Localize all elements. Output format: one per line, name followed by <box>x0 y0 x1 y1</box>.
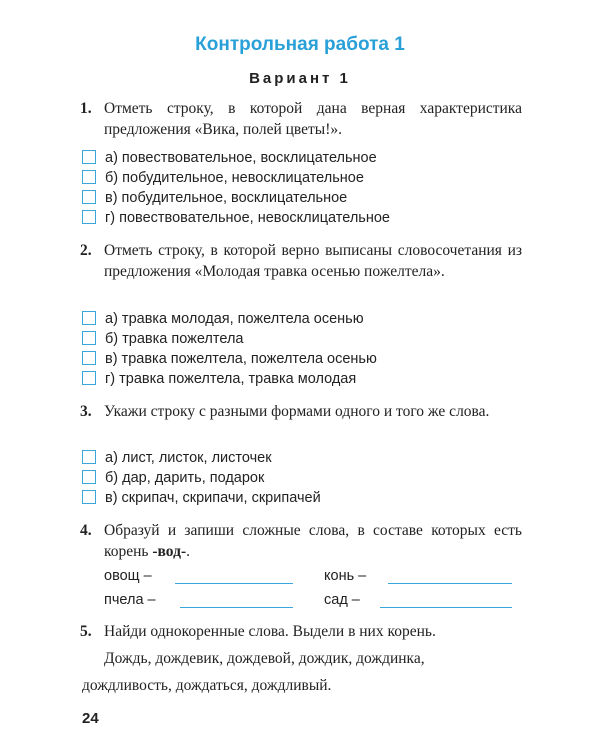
option-label: а) лист, листок, листочек <box>105 450 272 466</box>
checkbox[interactable] <box>82 170 96 184</box>
word-list-line-2: дождливость, дождаться, дождливый. <box>82 677 332 694</box>
option-label: а) повествовательное, восклицательное <box>105 150 377 166</box>
option-label: г) повествовательное, невосклицательное <box>105 210 390 226</box>
checkbox[interactable] <box>82 470 96 484</box>
checkbox[interactable] <box>82 351 96 365</box>
checkbox[interactable] <box>82 490 96 504</box>
checkbox[interactable] <box>82 331 96 345</box>
option-label: а) травка молодая, пожелтела осенью <box>105 311 364 327</box>
checkbox[interactable] <box>82 210 96 224</box>
variant-heading: Вариант 1 <box>249 70 351 87</box>
option-label: б) побудительное, невосклицательное <box>105 170 364 186</box>
question-text: Найди однокоренные слова. Выдели в них корень. <box>104 623 436 640</box>
pair-label-pchela: пчела – <box>104 592 156 608</box>
question-3 <box>82 401 522 422</box>
option-label: б) травка пожелтела <box>105 331 244 347</box>
option-label: в) побудительное, восклицательное <box>105 190 348 206</box>
question-number: 2. <box>80 242 92 259</box>
question-text: Отметь строку, в которой верно выписаны словосочетания из предложения «Молодая травка осенью пожелтела». <box>104 242 522 280</box>
question-text: Отметь строку, в которой дана верная характеристика предложения «Вика, полей цветы!». <box>104 100 522 138</box>
pair-label-kon: конь – <box>324 568 367 584</box>
question-text <box>82 520 522 562</box>
option-label: в) травка пожелтела, пожелтела осенью <box>105 351 377 367</box>
checkbox[interactable] <box>82 150 96 164</box>
page-title: Контрольная работа 1 <box>195 34 405 55</box>
question-4 <box>82 520 522 562</box>
option-label: г) травка пожелтела, травка молодая <box>105 371 357 387</box>
pair-label-sad: сад – <box>324 592 360 608</box>
question-text-after: . <box>186 543 190 560</box>
answer-line-kon[interactable] <box>388 583 512 584</box>
question-5 <box>82 621 522 642</box>
question-text: Укажи строку с разными формами одного и того же слова. <box>104 403 490 420</box>
root-highlight: -вод- <box>152 543 187 560</box>
question-text-before: Образуй и запиши сложные слова, в составе которых есть корень <box>104 522 522 560</box>
question-number: 5. <box>80 623 92 640</box>
question-number: 4. <box>80 522 92 539</box>
question-number: 3. <box>80 403 92 420</box>
page-number: 24 <box>82 710 99 727</box>
word-list-line-1: Дождь, дождевик, дождевой, дождик, дождинка, <box>104 650 425 667</box>
answer-line-sad[interactable] <box>380 607 512 608</box>
option-label: в) скрипач, скрипачи, скрипачей <box>105 490 321 506</box>
checkbox[interactable] <box>82 450 96 464</box>
checkbox[interactable] <box>82 311 96 325</box>
pair-label-ovoshch: овощ – <box>104 568 152 584</box>
question-1 <box>82 98 522 140</box>
checkbox[interactable] <box>82 371 96 385</box>
option-label: б) дар, дарить, подарок <box>105 470 265 486</box>
question-number: 1. <box>80 100 92 117</box>
answer-line-ovoshch[interactable] <box>175 583 293 584</box>
question-2 <box>82 240 522 282</box>
checkbox[interactable] <box>82 190 96 204</box>
answer-line-pchela[interactable] <box>180 607 293 608</box>
